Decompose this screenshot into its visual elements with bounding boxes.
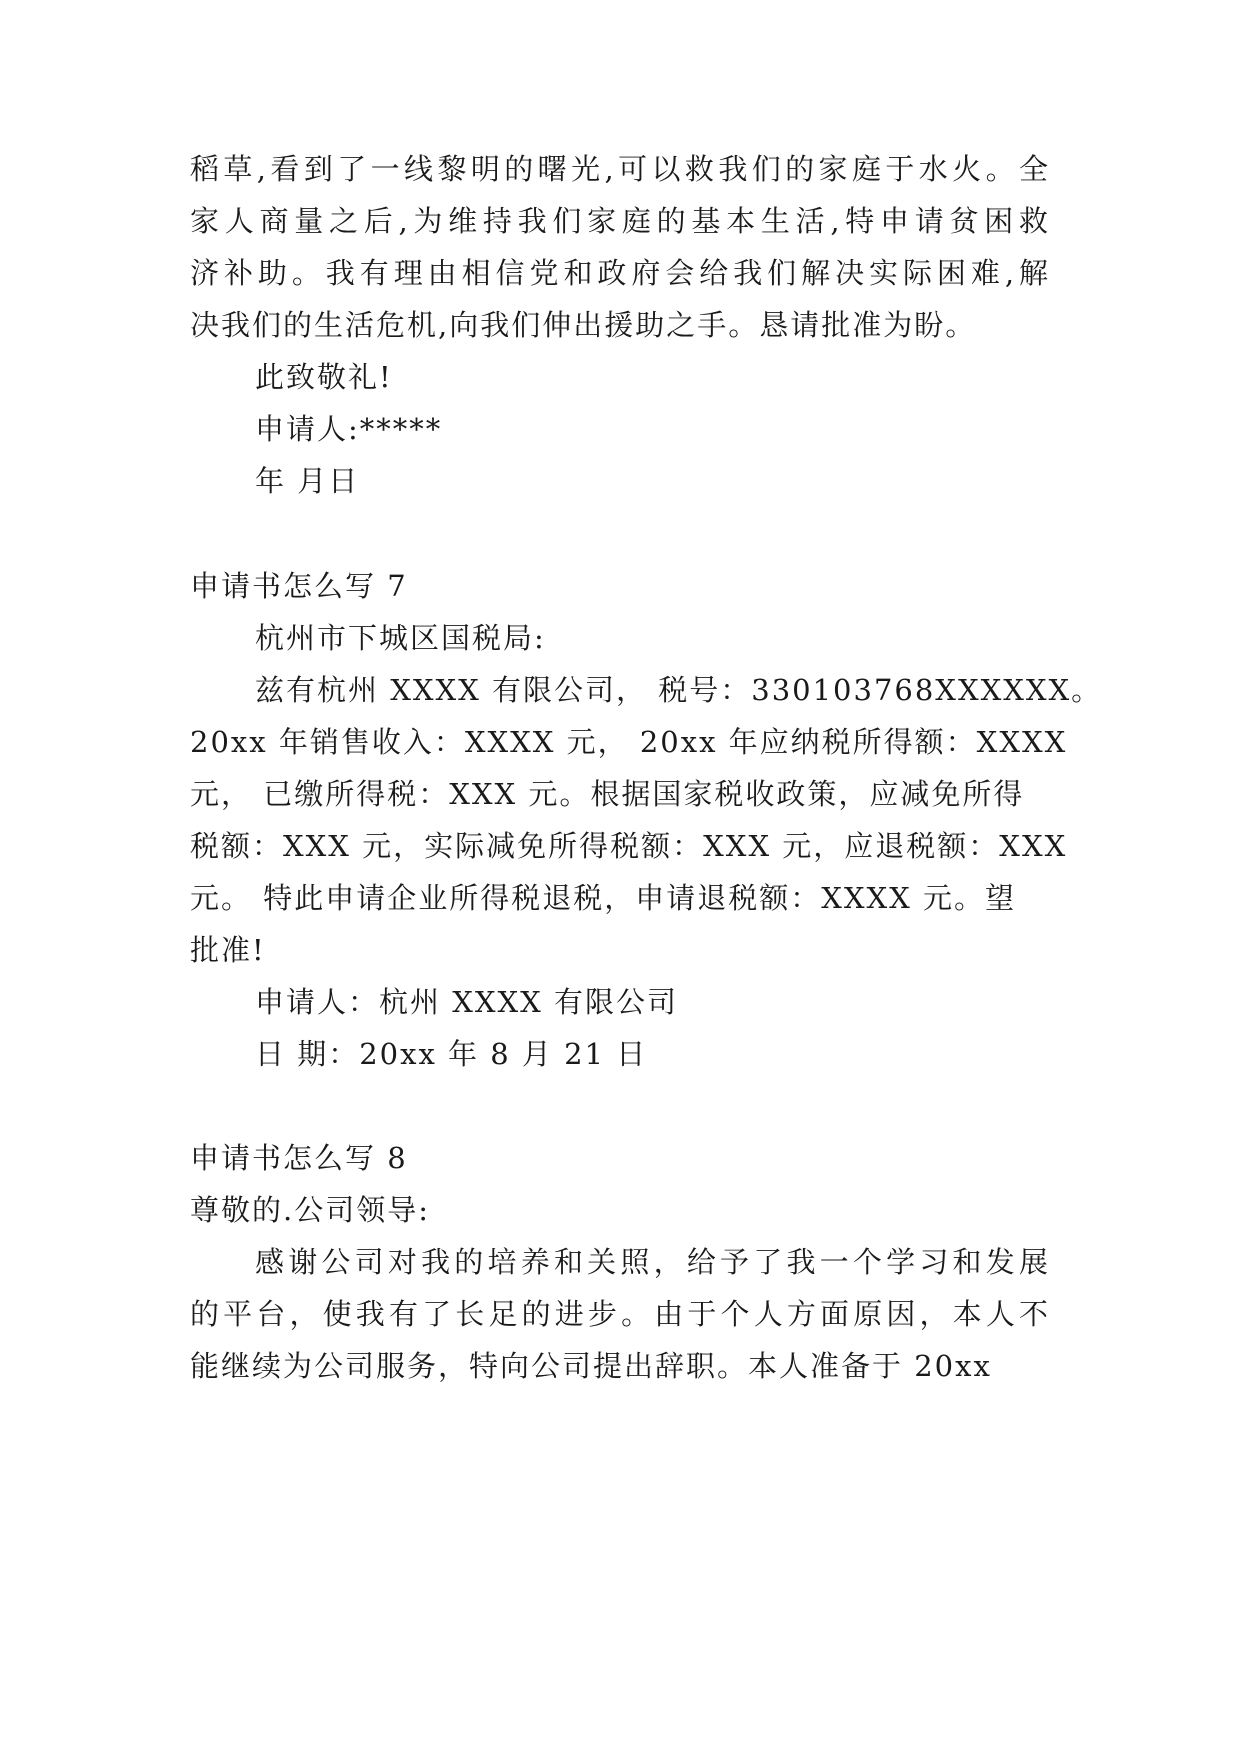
body-text-line: 批准! <box>190 933 266 967</box>
applicant-line: 申请人：杭州 XXXX 有限公司 <box>255 985 679 1019</box>
body-text-line: 感谢公司对我的培养和关照，给予了我一个学习和发展 <box>255 1245 1050 1279</box>
addressee-line: 尊敬的.公司领导: <box>190 1193 430 1227</box>
section-heading: 申请书怎么写 7 <box>190 569 408 603</box>
body-text-line: 元， 已缴所得税：XXX 元。根据国家税收政策，应减免所得 <box>190 777 1025 811</box>
body-text-line: 兹有杭州 XXXX 有限公司， 税号：330103768XXXXXX。 <box>255 673 1103 707</box>
body-text-line: 元。 特此申请企业所得税退税，申请退税额：XXXX 元。望 <box>190 881 1017 915</box>
body-text-line: 家人商量之后,为维持我们家庭的基本生活,特申请贫困救 <box>190 204 1050 238</box>
body-text-line: 能继续为公司服务，特向公司提出辞职。本人准备于 20xx <box>190 1349 992 1383</box>
date-line: 日 期：20xx 年 8 月 21 日 <box>255 1037 648 1071</box>
body-text-line: 稻草,看到了一线黎明的曙光,可以救我们的家庭于水火。全 <box>190 152 1050 186</box>
body-text-line: 济补助。我有理由相信党和政府会给我们解决实际困难,解 <box>190 256 1050 290</box>
body-text-line: 的平台，使我有了长足的进步。由于个人方面原因，本人不 <box>190 1297 1050 1331</box>
applicant-line: 申请人:***** <box>255 412 443 446</box>
body-text-line: 20xx 年销售收入：XXXX 元， 20xx 年应纳税所得额：XXXX <box>190 725 1068 759</box>
addressee-line: 杭州市下城区国税局: <box>255 621 546 655</box>
section-heading: 申请书怎么写 8 <box>190 1141 408 1175</box>
body-text-line: 决我们的生活危机,向我们伸出援助之手。恳请批准为盼。 <box>190 308 977 342</box>
closing-text: 此致敬礼! <box>255 360 393 394</box>
date-line: 年 月日 <box>255 464 360 498</box>
body-text-line: 税额：XXX 元，实际减免所得税额：XXX 元，应退税额：XXX <box>190 829 1068 863</box>
